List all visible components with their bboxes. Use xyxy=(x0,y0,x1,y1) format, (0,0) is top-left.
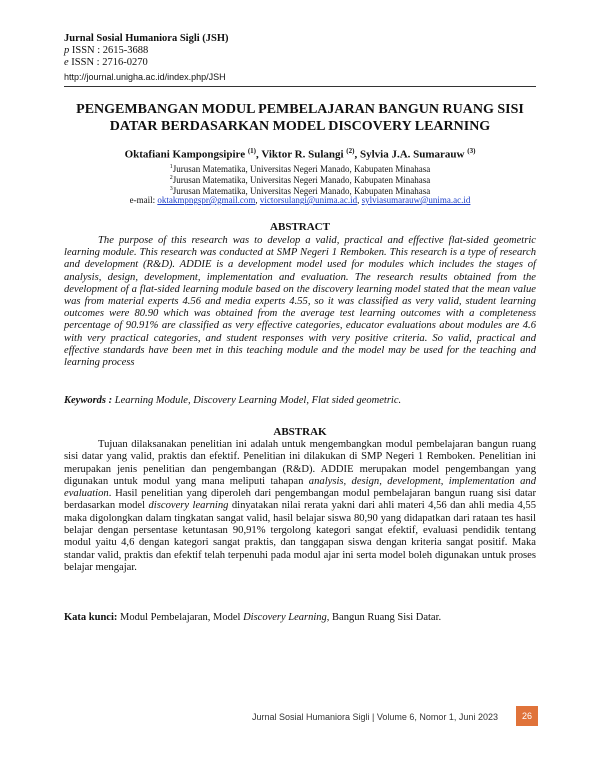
paper-title: PENGEMBANGAN MODUL PEMBELAJARAN BANGUN RUANG SISI DATAR BERDASARKAN MODEL DISCOVERY LEARNING xyxy=(76,102,524,134)
affiliation-sup: 1 xyxy=(169,164,173,170)
email-link[interactable]: victorsulangi@unima.ac.id xyxy=(259,195,358,205)
p-issn xyxy=(64,45,148,57)
kata-kunci-part: Modul Pembelajaran, Model xyxy=(120,612,244,623)
p-issn-prefix: p xyxy=(64,45,70,56)
affiliation-text: Jurusan Matematika, Universitas Negeri Manado, Kabupaten Minahasa xyxy=(172,175,431,185)
author-name: Viktor R. Sulangi xyxy=(261,148,344,161)
e-issn-prefix: e xyxy=(64,57,69,68)
abstrak-part: . Hasil penelitian yang diperoleh dari pengembangan modul pembelajaran bangun ruang sisi datar berdasarkan model xyxy=(64,488,536,512)
abstrak-part: Tujuan dilaksanakan penelitian ini adalah untuk mengembangkan modul pembelajaran bangun ruang sisi datar yang valid, praktis dan efektif. Penelitian ini dilakukan di SMP Negeri 1 Remboken. Penelitian ini merupakan jenis penelitian dan pengembangan (R&D). ADDIE merupakan model pengembangan yang digunakan untuk modul yang mana meliputi tahapan xyxy=(64,439,536,487)
affiliation-text: Jurusan Matematika, Universitas Negeri Manado, Kabupaten Minahasa xyxy=(172,186,431,196)
kata-kunci xyxy=(64,612,536,623)
author-separator: , xyxy=(354,148,360,161)
abstrak-part: dinyatakan nilai rerata yakni dari ahli materi 4,56 dan ahli media 4,55 maka digolongkan dalam tingkatan sangat valid, hasil belajar siswa 80,90 yang didapatkan dari rataan tes hasil belajar dengan persentase ketuntasan 90,91% tergolong kategori sangat efektif, evaluasi pendidik tentang modul yaitu 4,6 dengan kategori sangat praktis, dan tanggapan siswa dengan kriteria sangat positif. Maka standar valid, praktis dan efektif telah terpenuhi pada modul ajar ini serta model boleh digunakan untuk proses belajar mengajar. xyxy=(64,500,536,573)
author-sup: (2) xyxy=(346,147,355,155)
abstrak-heading: ABSTRAK xyxy=(273,426,327,438)
p-issn-value: ISSN : 2615-3688 xyxy=(71,45,149,56)
email-label: e-mail: xyxy=(129,195,158,205)
abstract-heading: ABSTRACT xyxy=(270,221,330,233)
author-sup: (1) xyxy=(247,147,257,155)
email-link[interactable]: sylviasumarauw@unima.ac.id xyxy=(361,195,471,205)
email-link[interactable]: oktakmpngspr@gmail.com xyxy=(157,195,256,205)
journal-url[interactable]: http://journal.unigha.ac.id/index.php/JSH xyxy=(64,72,226,82)
author-name: Oktafiani Kampongsipire xyxy=(124,148,246,161)
abstract-text: The purpose of this research was to develop a valid, practical and effective flat-sided geometric learning module. This research was conducted at SMP Negeri 1 Remboken. This research is a type of research and development (R&D). ADDIE is a development model used for modules which includes the stages of analysis, design, development, implementation and evaluation. The research results obtained from the development of a flat-sided learning module based on the discovery learning model stated that the mean value was from material experts 4.56 and media experts 4.55, so it was classified as very valid, student learning outcomes were 80.90 which was obtained from the average test learning outcomes with a completeness percentage of 90.91% are classified as very effective categories, educator evaluations about modules are 4.6 with very practical categories, and student responses with very positive criteria. So valid, practical and effective standards have been met in this teaching module and the model may be used for the teaching and learning process xyxy=(64,235,536,369)
journal-name: Jurnal Sosial Humaniora Sigli (JSH) xyxy=(64,33,229,44)
kata-kunci-part: , Bangun Ruang Sisi Datar. xyxy=(326,612,442,623)
email-line: e-mail: oktakmpngspr@gmail.com, victorsulangi@unima.ac.id, sylviasumarauw@unima.ac.id xyxy=(129,195,471,205)
author-name: Sylvia J.A. Sumarauw xyxy=(359,148,465,161)
affiliation-text: Jurusan Matematika, Universitas Negeri Manado, Kabupaten Minahasa xyxy=(172,164,431,174)
kata-kunci-italic: Discovery Learning xyxy=(243,612,327,623)
abstrak-italic: discovery learning xyxy=(148,500,229,512)
header-rule xyxy=(64,86,536,87)
author-list xyxy=(64,147,536,161)
affiliation-sup: 3 xyxy=(169,186,173,192)
kata-kunci-label: Kata kunci: xyxy=(64,612,121,623)
keywords-label: Keywords : xyxy=(64,395,115,406)
page-number-badge: 26 xyxy=(516,706,538,726)
footer-citation: Jurnal Sosial Humaniora Sigli | Volume 6, Nomor 1, Juni 2023 xyxy=(252,712,498,722)
keywords xyxy=(64,395,536,406)
affiliation-sup: 2 xyxy=(169,175,173,181)
keywords-text: Learning Module, Discovery Learning Model, Flat sided geometric. xyxy=(114,395,402,406)
abstrak-text xyxy=(64,439,536,574)
author-sup: (3) xyxy=(467,147,476,155)
e-issn-value: ISSN : 2716-0270 xyxy=(71,57,148,68)
e-issn xyxy=(64,57,148,69)
abstrak-italic: analysis, design, development, implementation and evaluation xyxy=(64,475,536,500)
author-separator: , xyxy=(256,148,262,161)
